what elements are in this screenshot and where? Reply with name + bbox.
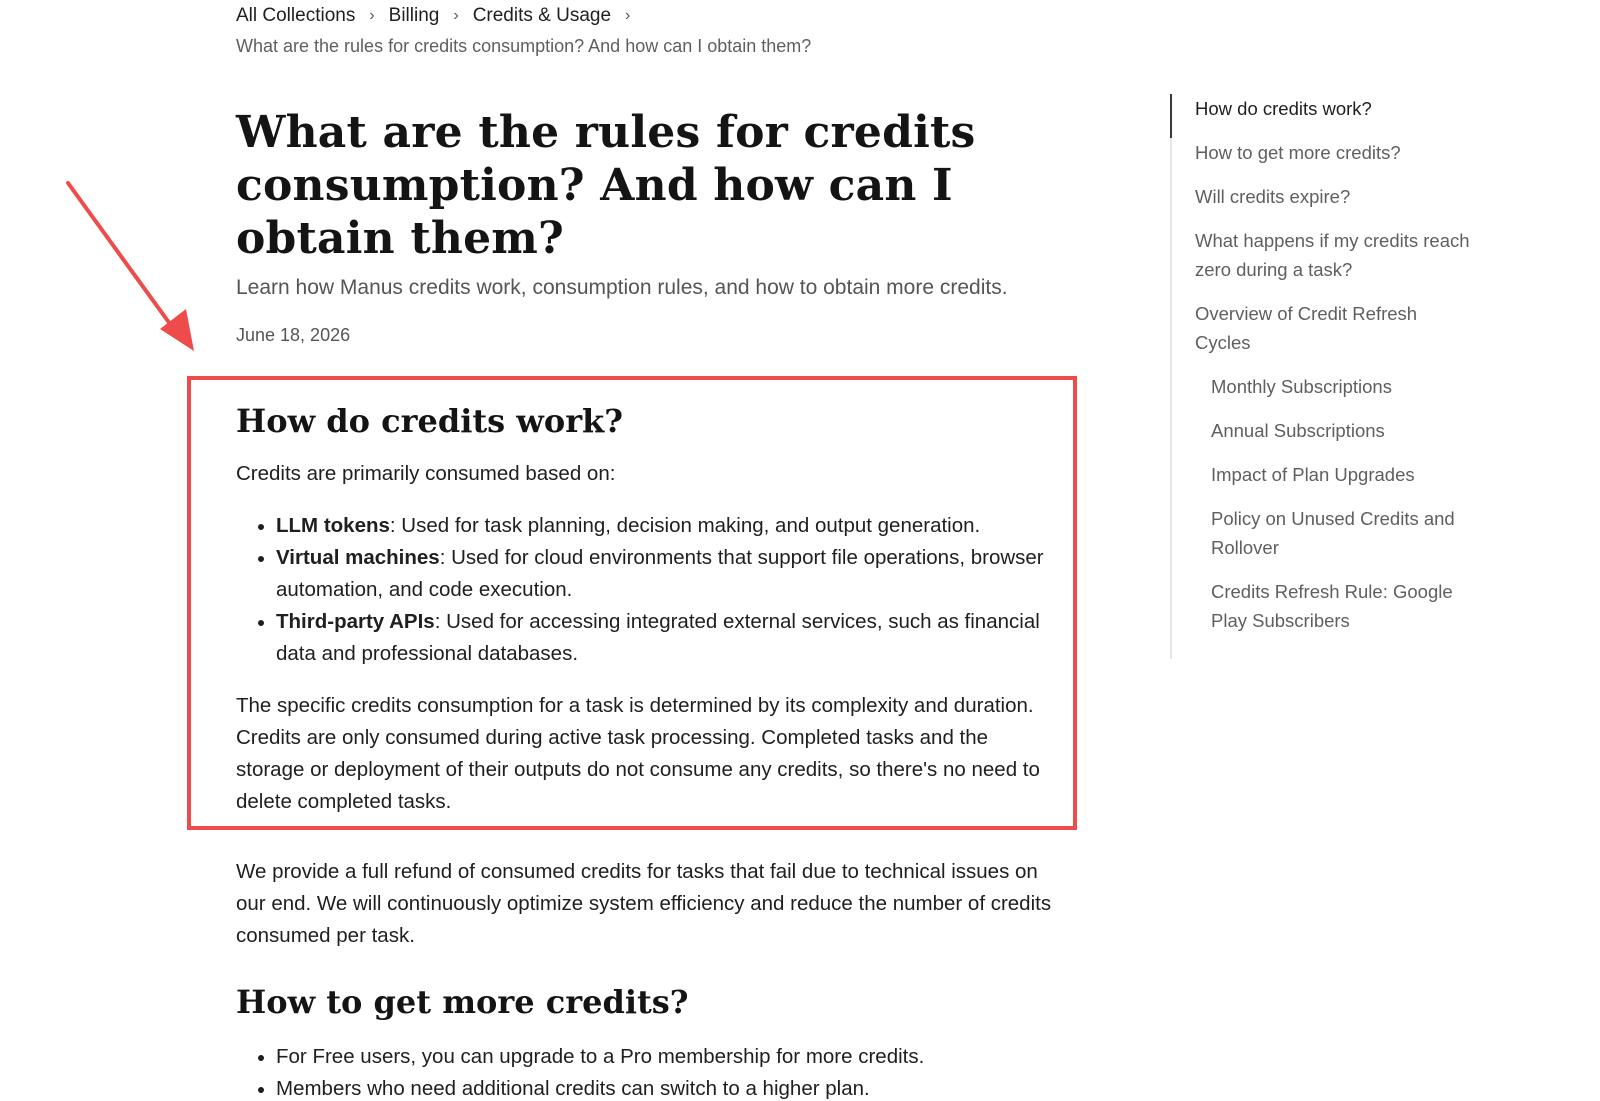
toc-item-plan-upgrades[interactable]: Impact of Plan Upgrades [1211, 464, 1415, 485]
consumption-explanation: The specific credits consumption for a task is determined by its complexity and duration. Credits are only consumed during active task processing. Completed tasks and the storage or deployment of their outputs do not consume any credits, so there's no need to delete completed tasks. [236, 694, 1040, 813]
breadcrumb-current-page: What are the rules for credits consumption? And how can I obtain them? [236, 36, 812, 56]
refund-paragraph: We provide a full refund of consumed credits for tasks that fail due to technical issues on our end. We will continuously optimize system efficiency and reduce the number of credits consumed per task. [236, 860, 1052, 947]
section-heading: How do credits work? [236, 402, 623, 440]
section-heading: How to get more credits? [236, 983, 689, 1021]
get-credits-list [236, 1041, 1056, 1101]
toc-item-how-credits-work[interactable]: How do credits work? [1195, 98, 1372, 119]
bullet-term: Third-party APIs [276, 610, 435, 633]
section-intro: Credits are primarily consumed based on: [236, 462, 616, 485]
article-title: What are the rules for credits consumption? And how can I obtain them? [236, 107, 976, 264]
chevron-right-icon: › [453, 7, 459, 24]
toc-item-credits-zero[interactable]: What happens if my credits reach zero during a task? [1195, 230, 1470, 280]
toc-item-refresh-cycles[interactable]: Overview of Credit Refresh Cycles [1195, 303, 1418, 353]
table-of-contents [1170, 94, 1472, 659]
breadcrumb-billing[interactable]: Billing [388, 5, 440, 26]
section-how-credits-work [236, 401, 1056, 818]
bullet-term: LLM tokens [276, 514, 390, 537]
list-item [236, 542, 1056, 606]
list-item [236, 606, 1056, 670]
article-subtitle: Learn how Manus credits work, consumption rules, and how to obtain more credits. [236, 276, 1008, 299]
bullet-text: : Used for cloud environments that support file operations, browser automation, and code execution. [276, 546, 1044, 601]
chevron-right-icon: › [369, 7, 375, 24]
credit-factors-list [236, 510, 1056, 670]
breadcrumb-all-collections[interactable]: All Collections [236, 5, 356, 26]
toc-item-google-play[interactable]: Credits Refresh Rule: Google Play Subscribers [1211, 581, 1453, 631]
bullet-text: : Used for accessing integrated external services, such as financial data and professional databases. [276, 610, 1040, 665]
toc-item-annual-subscriptions[interactable]: Annual Subscriptions [1211, 420, 1385, 441]
toc-item-unused-credits[interactable]: Policy on Unused Credits and Rollover [1211, 508, 1455, 558]
section-get-more-credits [236, 982, 1056, 1101]
chevron-right-icon: › [625, 7, 631, 24]
toc-item-credits-expire[interactable]: Will credits expire? [1195, 186, 1351, 207]
list-item: For Free users, you can upgrade to a Pro membership for more credits. [236, 1041, 1056, 1073]
arrow-icon [60, 175, 200, 355]
toc-item-get-more-credits[interactable]: How to get more credits? [1195, 142, 1401, 163]
bullet-term: Virtual machines [276, 546, 440, 569]
list-item [236, 510, 1056, 542]
toc-active-indicator [1170, 94, 1172, 138]
article-date: June 18, 2026 [236, 325, 351, 345]
bullet-text: : Used for task planning, decision making, and output generation. [389, 514, 981, 537]
breadcrumb-credits-usage[interactable]: Credits & Usage [472, 5, 612, 26]
breadcrumb [236, 2, 1096, 60]
toc-item-monthly-subscriptions[interactable]: Monthly Subscriptions [1211, 376, 1392, 397]
list-item: Members who need additional credits can switch to a higher plan. [236, 1073, 1056, 1101]
